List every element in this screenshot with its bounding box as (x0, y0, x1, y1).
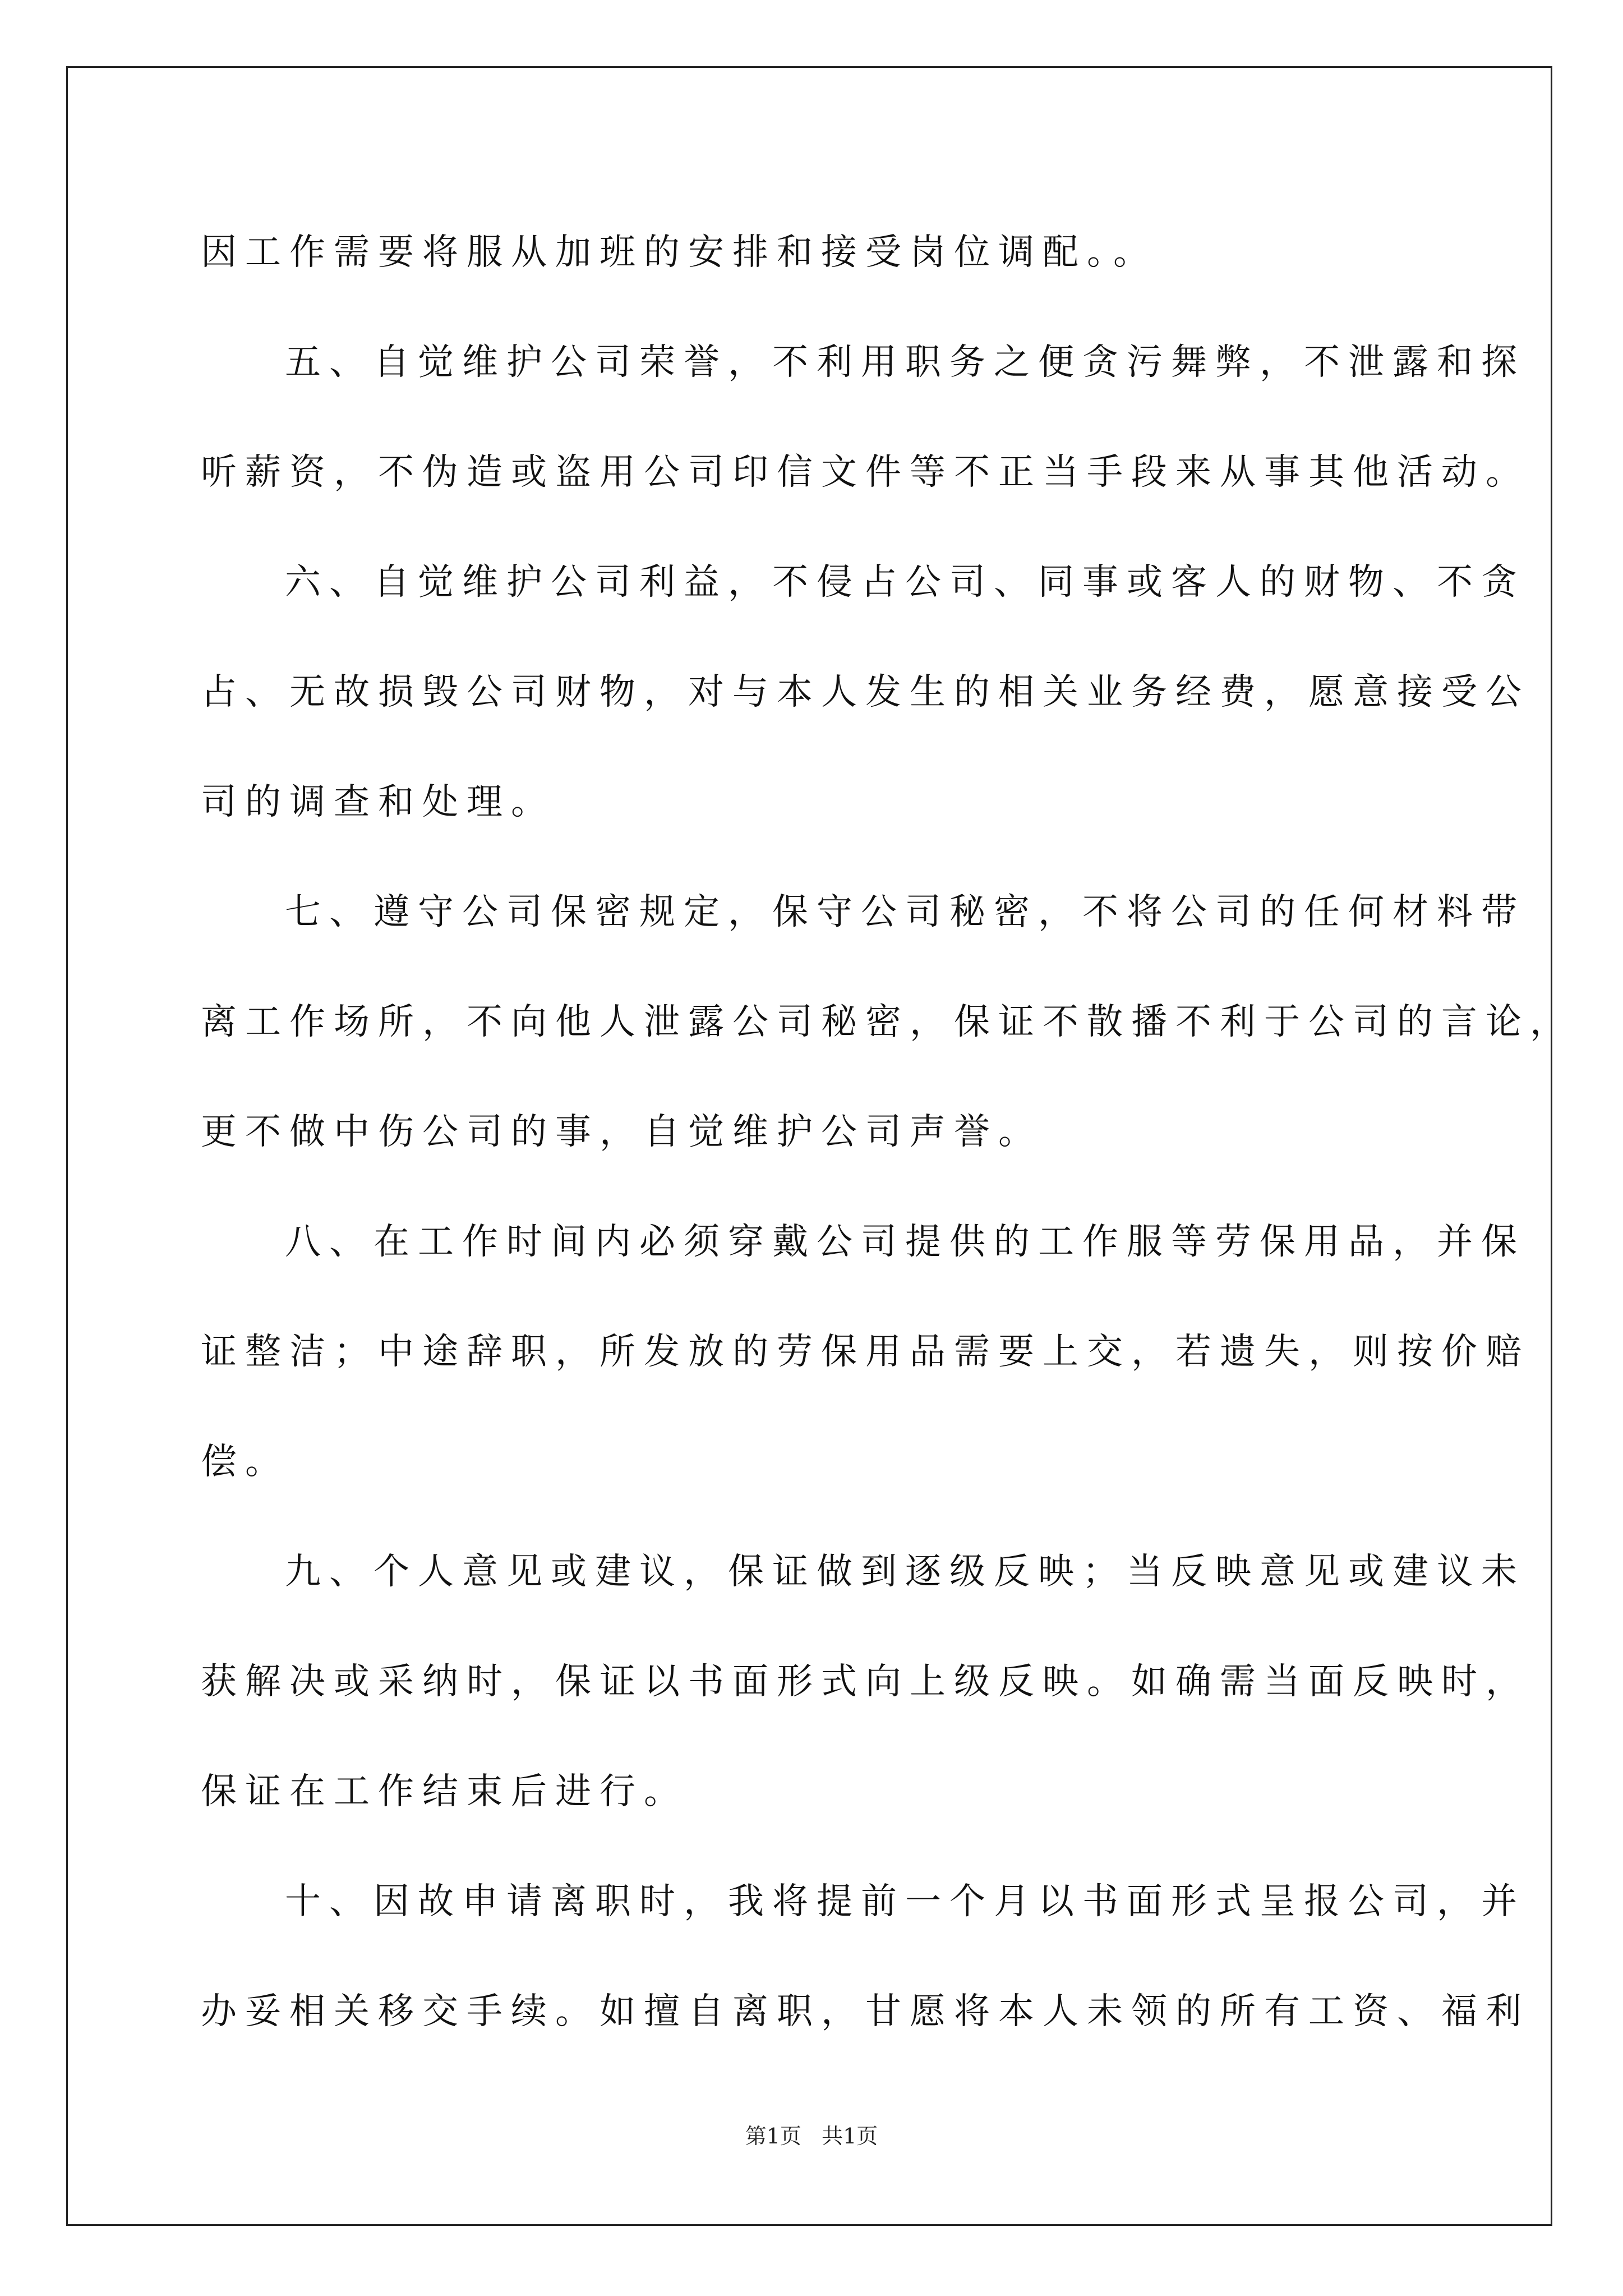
text-line: 十、因故申请离职时，我将提前一个月以书面形式呈报公司，并 (285, 1881, 1525, 1922)
text-line: 六、自觉维护公司利益，不侵占公司、同事或客人的财物、不贪 (285, 562, 1525, 603)
text-line: 九、个人意见或建议，保证做到逐级反映；当反映意见或建议未 (285, 1551, 1525, 1593)
text-line: 证整洁；中途辞职，所发放的劳保用品需要上交，若遗失，则按价赔 (201, 1331, 1530, 1373)
text-line: 七、遵守公司保密规定，保守公司秘密，不将公司的任何材料带 (285, 891, 1525, 933)
page-footer: 第1页 共1页 (745, 2124, 878, 2148)
text-line: 办妥相关移交手续。如擅自离职，甘愿将本人未领的所有工资、福利 (201, 1991, 1530, 2032)
text-line: 五、自觉维护公司荣誉，不利用职务之便贪污舞弊，不泄露和探 (285, 342, 1525, 383)
text-line: 保证在工作结束后进行。 (201, 1771, 688, 1812)
text-line: 偿。 (201, 1441, 289, 1483)
text-line: 获解决或采纳时，保证以书面形式向上级反映。如确需当面反映时， (201, 1661, 1530, 1703)
text-line: 八、在工作时间内必须穿戴公司提供的工作服等劳保用品，并保 (285, 1221, 1525, 1263)
text-line: 因工作需要将服从加班的安排和接受岗位调配。。 (201, 232, 1158, 273)
text-line: 占、无故损毁公司财物，对与本人发生的相关业务经费，愿意接受公 (201, 671, 1530, 713)
text-line: 听薪资，不伪造或盗用公司印信文件等不正当手段来从事其他活动。 (201, 452, 1530, 493)
text-line: 更不做中伤公司的事，自觉维护公司声誉。 (201, 1111, 1043, 1153)
document-body (201, 197, 1574, 2067)
text-line: 离工作场所，不向他人泄露公司秘密，保证不散播不利于公司的言论， (201, 1001, 1574, 1043)
text-line: 司的调查和处理。 (201, 781, 555, 823)
